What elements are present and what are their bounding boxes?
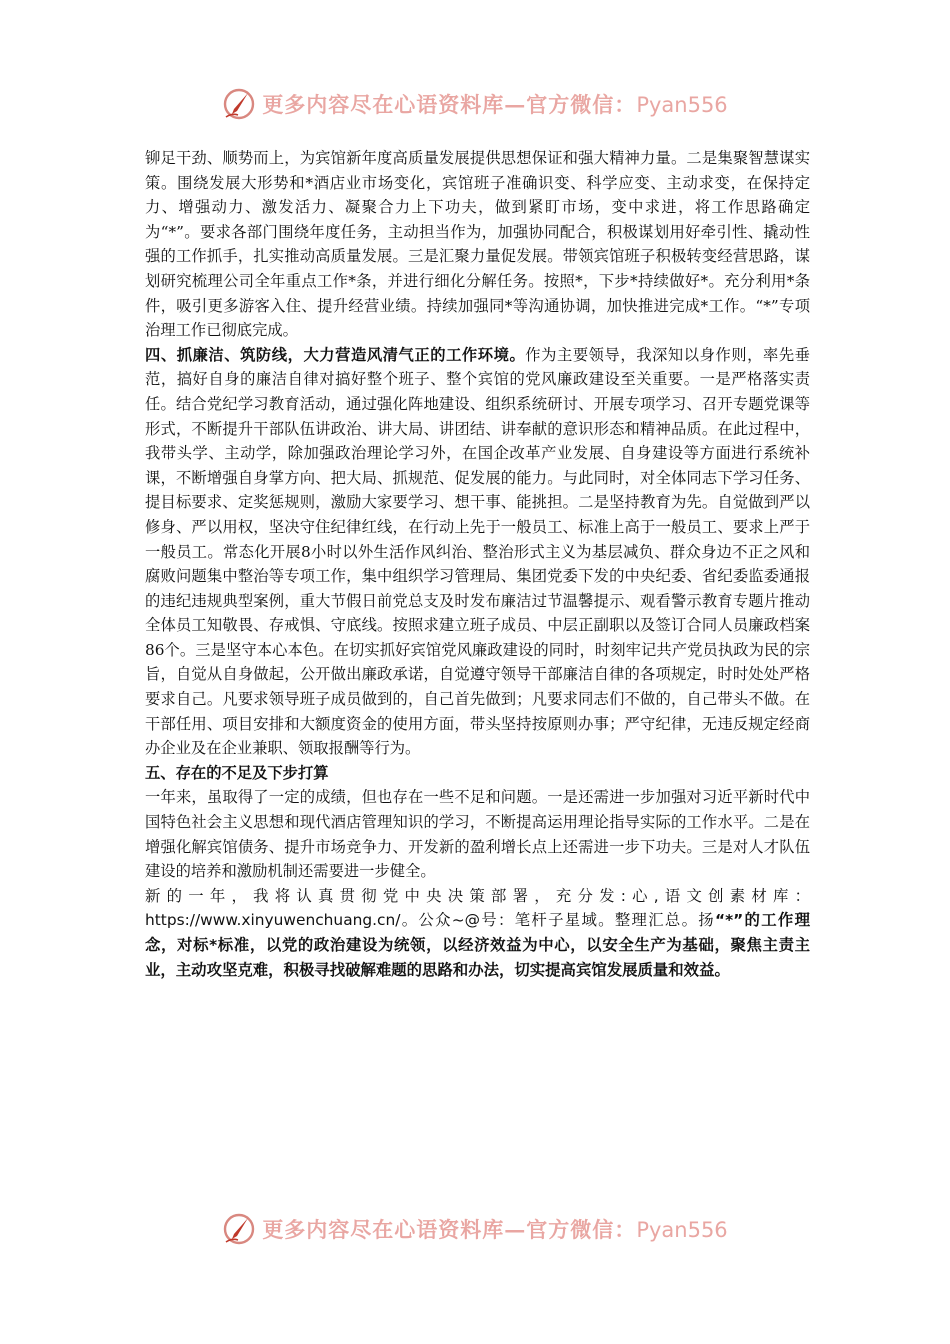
quill-logo-icon [222,1212,256,1246]
section4-heading: 四、抓廉洁、筑防线，大力营造风清气正的工作环境。 [145,345,526,364]
quill-logo-icon [222,87,256,121]
paragraph-section3-tail: 铆足干劲、顺势而上，为宾馆新年度高质量发展提供思想保证和强大精神力量。二是集聚智慧谋实策。围绕发展大形势和*酒店业市场变化，宾馆班子准确识变、科学应变、主动求变，在保持定力、增强动力、激发活力、凝聚合力上下功夫，做到紧盯市场，变中求进，将工作思路确定为“*”。要求各部门围绕年度任务，主动担当作为，加强协同配合，积极谋划用好牵引性、撬动性强的工作抓手，扎实推动高质量发展。三是汇聚力量促发展。带领宾馆班子积极转变经营思路，谋划研究梳理公司全年重点工作*条，并进行细化分解任务。按照*，下步*持续做好*。充分利用*条件，吸引更多游客入住、提升经营业绩。持续加强同*等沟通协调，加快推进完成*工作。“*”专项治理工作已彻底完成。 [145,149,810,340]
watermark-text: 更多内容尽在心语资料库—官方微信：Pyan556 [262,1217,728,1242]
closing-paragraph [145,884,810,982]
section4-body: 作为主要领导，我深知以身作则，率先垂范，搞好自身的廉洁自律对搞好整个班子、整个宾馆的党风廉政建设至关重要。一是严格落实责任。结合党纪学习教育活动，通过强化阵地建设、组织系统研讨、开展专项学习、召开专题党课等形式，不断提升干部队伍讲政治、讲大局、讲团结、讲奉献的意识形态和精神品质。在此过程中，我带头学、主动学，除加强政治理论学习外，在国企改革产业发展、自身建设等方面进行系统补课，不断增强自身掌方向、把大局、抓规范、促发展的能力。与此同时，对全体同志下学习任务、提目标要求、定奖惩规则，激励大家要学习、想干事、能挑担。二是坚持教育为先。自觉做到严以修身、严以用权，坚决守住纪律红线，在行动上先于一般员工、标准上高于一般员工、要求上严于一般员工。常态化开展8小时以外生活作风纠治、整治形式主义为基层减负、群众身边不正之风和腐败问题集中整治等专项工作，集中组织学习管理局、集团党委下发的中央纪委、省纪委监委通报的违纪违规典型案例，重大节假日前党总支及时发布廉洁过节温馨提示、观看警示教育专题片推动全体员工知敬畏、存戒惧、守底线。按照求建立班子成员、中层正副职以及签订合同人员廉政档案86个。三是坚守本心本色。在切实抓好宾馆党风廉政建设的同时，时刻牢记共产党员执政为民的宗旨，自觉从自身做起，公开做出廉政承诺，自觉遵守领导干部廉洁自律的各项规定，时时处处严格要求自己。凡要求领导班子成员做到的，自己首先做到；凡要求同志们不做的，自己带头不做。在干部任用、项目安排和大额度资金的使用方面，带头坚持按原则办事；严守纪律，无违反规定经商办企业及在企业兼职、领取报酬等行为。 [145,345,810,758]
paragraph-section4 [145,343,810,761]
closing-lead: 新的一年，我将认真贯彻党中央决策部署，充分发:心,语文创素材库：https://www.xinyuwenchuang.cn/。公众~@号：笔杆子星域。整理汇总。扬 [145,886,810,930]
document-body [145,146,810,982]
header-watermark [0,84,950,124]
footer-watermark [0,1209,950,1249]
section5-body: 一年来，虽取得了一定的成绩，但也存在一些不足和问题。一是还需进一步加强对习近平新时代中国特色社会主义思想和现代酒店管理知识的学习，不断提高运用理论指导实际的工作水平。二是在增强化解宾馆债务、提升市场竞争力、开发新的盈利增长点上还需进一步下功夫。三是对人才队伍建设的培养和激励机制还需要进一步健全。 [145,788,810,881]
watermark-text: 更多内容尽在心语资料库—官方微信：Pyan556 [262,92,728,117]
section5-heading: 五、存在的不足及下步打算 [145,763,329,782]
closing-bold: “*”的工作理念，对标*标准，以党的政治建设为统领，以经济效益为中心，以安全生产为基础，聚焦主责主业，主动攻坚克难，积极寻找破解难题的思路和办法，切实提高宾馆发展质量和效益。 [145,911,811,979]
